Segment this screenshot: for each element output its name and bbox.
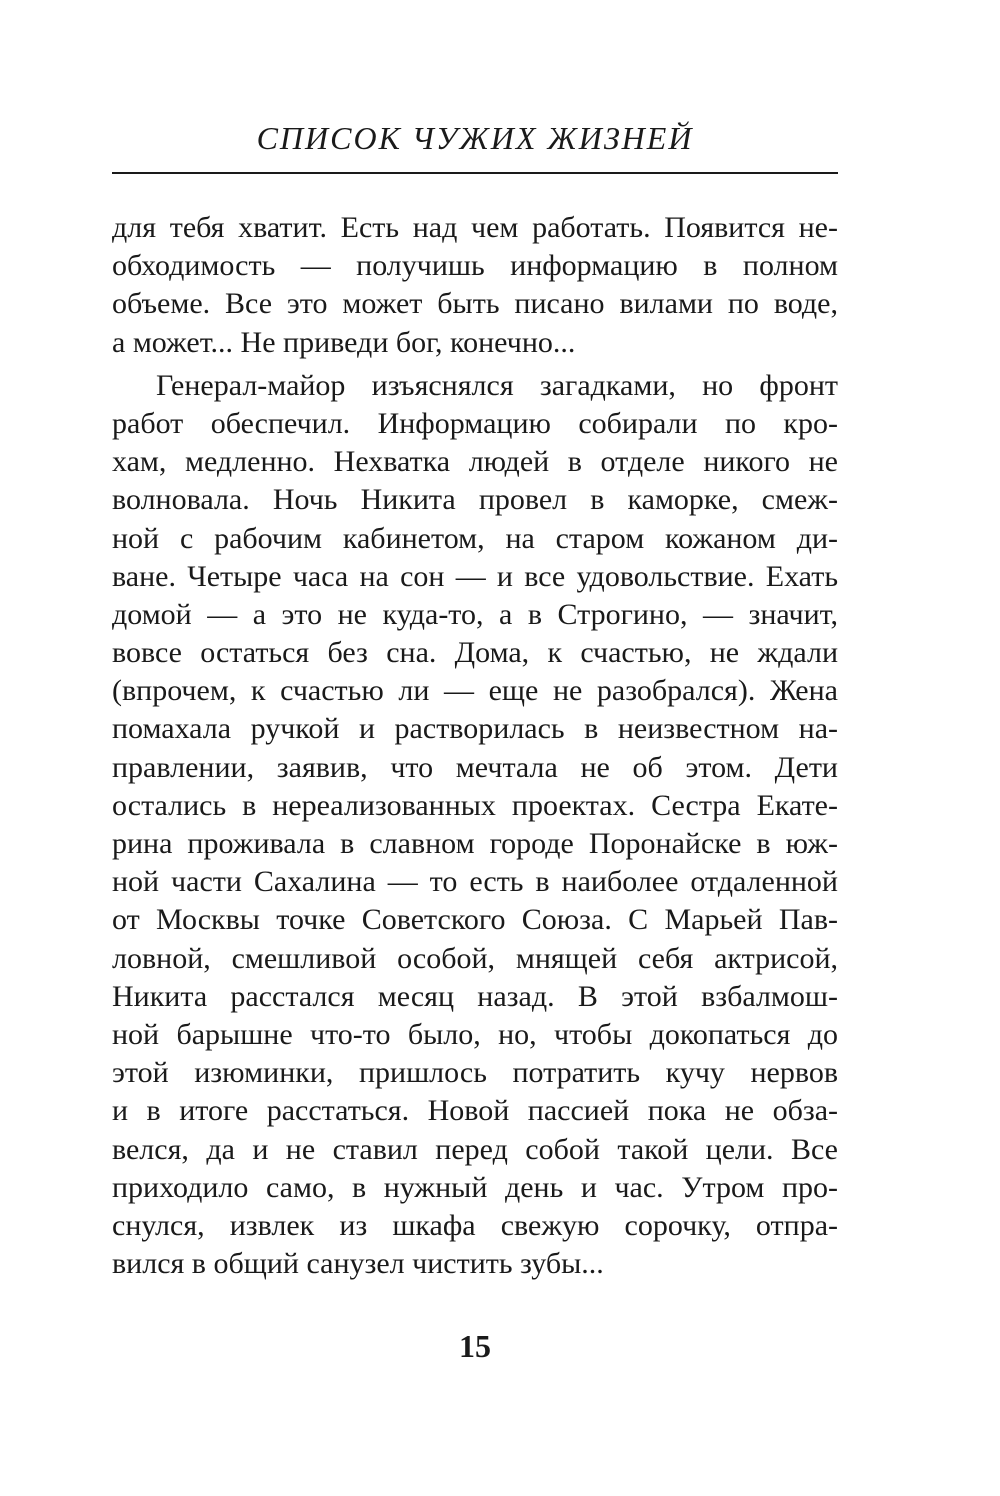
- text-line: а может... Не приведи бог, конечно...: [112, 325, 576, 359]
- text-line: Никита расстался месяц назад. В этой взбалмош-: [112, 979, 838, 1013]
- text-line: рина проживала в славном городе Поронайске в юж-: [112, 827, 838, 860]
- text-line: волновала. Ночь Никита провел в каморке, смеж-: [112, 483, 838, 517]
- text-line: приходило само, в нужный день и час. Утром про-: [112, 1170, 838, 1204]
- page-number: 15: [459, 1328, 491, 1364]
- text-line: ловной, смешливой особой, мнящей себя актрисой,: [112, 941, 838, 975]
- text-line: велся, да и не ставил перед собой такой цели. Все: [112, 1132, 838, 1166]
- running-head: СПИСОК ЧУЖИХ ЖИЗНЕЙ: [256, 120, 694, 156]
- text-line: снулся, извлек из шкафа свежую сорочку, отпра-: [112, 1208, 838, 1242]
- text-line: домой — а это не куда-то, а в Строгино, — значит,: [112, 597, 838, 631]
- text-line: (впрочем, к счастью ли — еще не разобрался). Жена: [112, 674, 838, 708]
- text-line: остались в нереализованных проектах. Сестра Екате-: [112, 788, 838, 822]
- text-line: работ обеспечил. Информацию собирали по кро-: [112, 406, 838, 440]
- text-line: ване. Четыре часа на сон — и все удовольствие. Ехать: [112, 559, 838, 593]
- text-line: и в итоге расстаться. Новой пассией пока не обза-: [112, 1094, 838, 1128]
- text-line: правлении, заявив, что мечтала не об этом. Дети: [112, 750, 838, 784]
- body-text: [112, 209, 838, 1283]
- text-line: обходимость — получишь информацию в полном: [112, 249, 838, 283]
- text-line: вился в общий санузел чистить зубы...: [112, 1247, 604, 1281]
- header-rule: [112, 172, 838, 174]
- text-line: этой изюминки, пришлось потратить кучу нервов: [112, 1056, 838, 1090]
- text-line: для тебя хватит. Есть над чем работать. Появится не-: [112, 211, 838, 244]
- text-line: ной барышне что-то было, но, чтобы докопаться до: [112, 1017, 838, 1051]
- text-line: ной с рабочим кабинетом, на старом кожаном ди-: [112, 521, 838, 555]
- text-line: вовсе остаться без сна. Дома, к счастью, не ждали: [112, 636, 838, 670]
- text-line: хам, медленно. Нехватка людей в отделе никого не: [112, 445, 838, 479]
- text-line: Генерал-майор изъяснялся загадками, но фронт: [156, 368, 838, 402]
- text-line: от Москвы точке Советского Союза. С Марьей Пав-: [112, 903, 838, 937]
- text-line: помахала ручкой и растворилась в неизвестном на-: [112, 712, 838, 746]
- text-line: ной части Сахалина — то есть в наиболее отдаленной: [112, 865, 838, 899]
- text-line: объеме. Все это может быть писано вилами по воде,: [112, 287, 838, 321]
